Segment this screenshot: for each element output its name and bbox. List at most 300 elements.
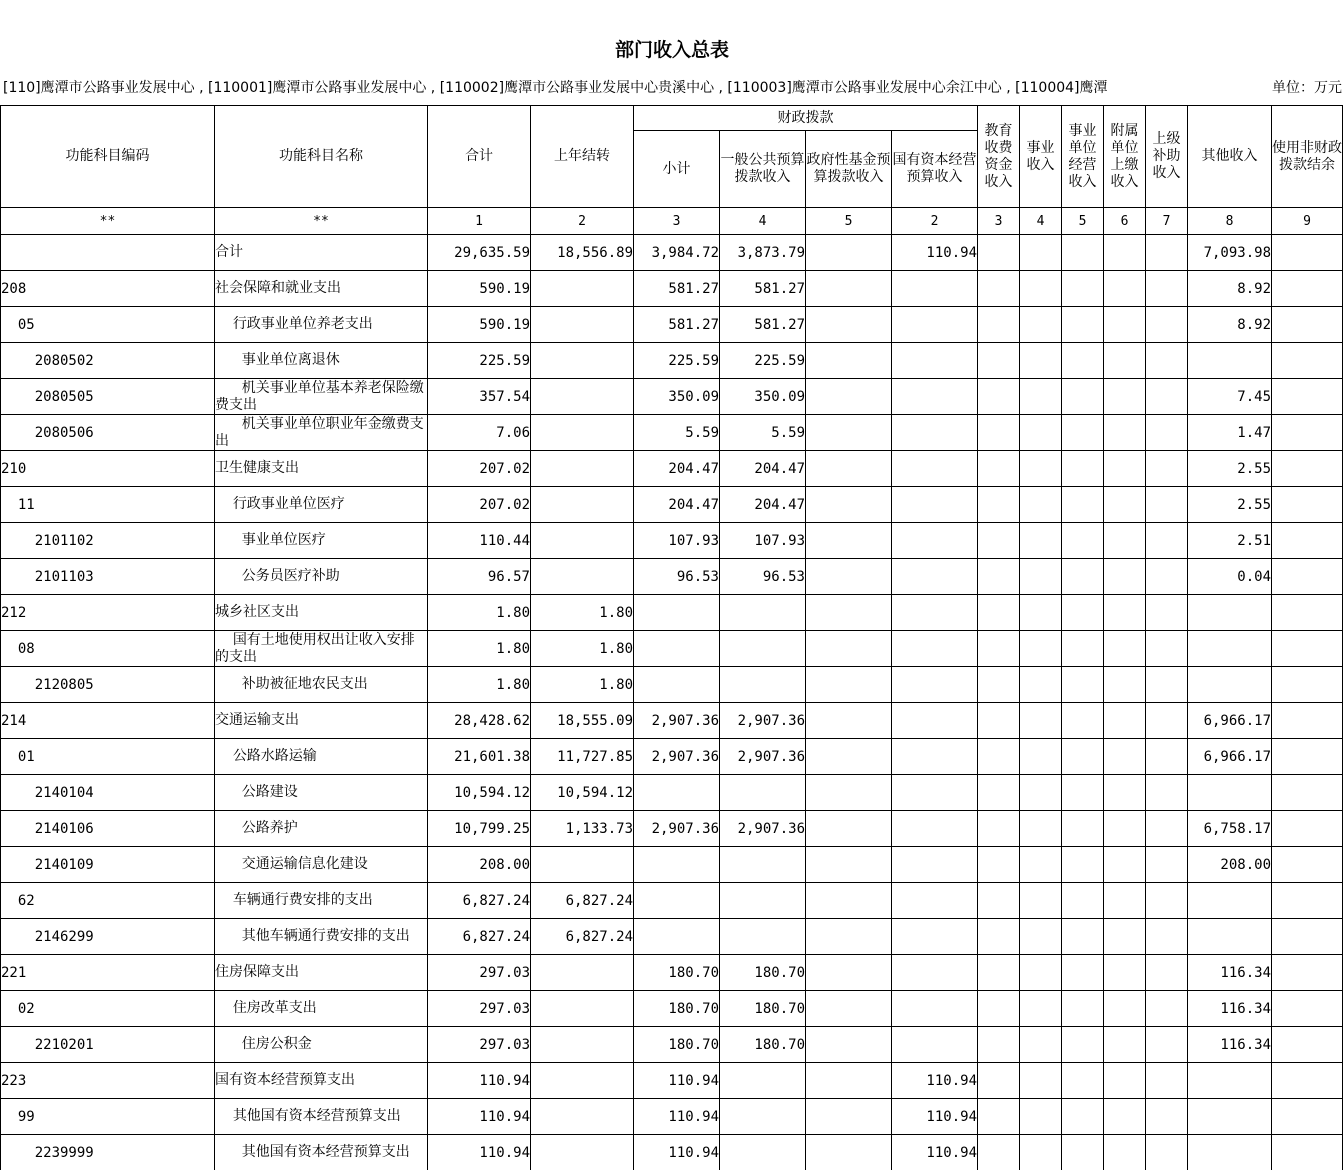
cell-edu <box>978 775 1020 811</box>
header-business: 事业收入 <box>1020 106 1062 208</box>
cell-subtotal: 110.94 <box>634 1063 720 1099</box>
cell-superior <box>1146 595 1188 631</box>
cell-code: 99 <box>1 1099 215 1135</box>
table-row <box>1 919 1343 955</box>
cell-business <box>1020 883 1062 919</box>
table-row <box>1 991 1343 1027</box>
cell-carryover: 10,594.12 <box>531 775 634 811</box>
cell-operating <box>1062 811 1104 847</box>
cell-nonfiscal <box>1272 847 1343 883</box>
cell-operating <box>1062 703 1104 739</box>
cell-superior <box>1146 235 1188 271</box>
cell-subtotal: 180.70 <box>634 955 720 991</box>
table-row <box>1 1027 1343 1063</box>
cell-nonfiscal <box>1272 991 1343 1027</box>
table-row <box>1 955 1343 991</box>
cell-code: 2080505 <box>1 379 215 415</box>
cell-capital <box>892 595 978 631</box>
cell-edu <box>978 631 1020 667</box>
cell-total: 10,594.12 <box>428 775 531 811</box>
cell-fund <box>806 1027 892 1063</box>
cell-capital: 110.94 <box>892 235 978 271</box>
income-summary-table <box>0 105 1343 1170</box>
cell-capital <box>892 451 978 487</box>
cell-capital <box>892 523 978 559</box>
cell-subtotal <box>634 595 720 631</box>
cell-other: 116.34 <box>1188 991 1272 1027</box>
cell-carryover <box>531 559 634 595</box>
cell-carryover: 18,555.09 <box>531 703 634 739</box>
cell-carryover <box>531 1027 634 1063</box>
header-affiliated: 附属单位上缴收入 <box>1104 106 1146 208</box>
cell-nonfiscal <box>1272 775 1343 811</box>
cell-carryover <box>531 1135 634 1170</box>
cell-total: 96.57 <box>428 559 531 595</box>
cell-subtotal: 581.27 <box>634 271 720 307</box>
table-row <box>1 739 1343 775</box>
cell-business <box>1020 271 1062 307</box>
cell-carryover <box>531 415 634 451</box>
page-title: 部门收入总表 <box>614 39 729 61</box>
cell-fund <box>806 1099 892 1135</box>
cell-general: 5.59 <box>720 415 806 451</box>
department-list: [110]鹰潭市公路事业发展中心 , [110001]鹰潭市公路事业发展中心 , [110002]鹰潭市公路事业发展中心贵溪中心 , [110003]鹰潭市公路事业发展中心余江中心 , [110004]鹰潭 <box>3 80 1108 96</box>
cell-carryover: 1.80 <box>531 667 634 703</box>
cell-code: 2210201 <box>1 1027 215 1063</box>
cell-subtotal: 204.47 <box>634 451 720 487</box>
cell-code: 2101103 <box>1 559 215 595</box>
cell-total: 7.06 <box>428 415 531 451</box>
cell-other <box>1188 1099 1272 1135</box>
cell-subtotal: 180.70 <box>634 1027 720 1063</box>
header-general-budget: 一般公共预算拨款收入 <box>720 131 806 208</box>
cell-subtotal: 2,907.36 <box>634 739 720 775</box>
cell-nonfiscal <box>1272 271 1343 307</box>
cell-superior <box>1146 919 1188 955</box>
cell-edu <box>978 487 1020 523</box>
cell-code: 212 <box>1 595 215 631</box>
cell-code: 210 <box>1 451 215 487</box>
cell-general <box>720 1099 806 1135</box>
cell-business <box>1020 559 1062 595</box>
cell-carryover: 18,556.89 <box>531 235 634 271</box>
cell-name: 国有土地使用权出让收入安排的支出 <box>215 631 428 667</box>
cell-business <box>1020 631 1062 667</box>
index-cell: 5 <box>1062 208 1104 235</box>
cell-affiliated <box>1104 1063 1146 1099</box>
cell-name: 其他国有资本经营预算支出 <box>215 1135 428 1170</box>
cell-operating <box>1062 631 1104 667</box>
cell-name: 社会保障和就业支出 <box>215 271 428 307</box>
cell-affiliated <box>1104 343 1146 379</box>
cell-name: 行政事业单位养老支出 <box>215 307 428 343</box>
index-cell: 3 <box>634 208 720 235</box>
cell-edu <box>978 451 1020 487</box>
cell-edu <box>978 919 1020 955</box>
cell-name: 公路建设 <box>215 775 428 811</box>
cell-carryover <box>531 487 634 523</box>
cell-name: 住房公积金 <box>215 1027 428 1063</box>
cell-superior <box>1146 523 1188 559</box>
cell-total: 297.03 <box>428 1027 531 1063</box>
cell-fund <box>806 667 892 703</box>
table-row <box>1 307 1343 343</box>
cell-affiliated <box>1104 271 1146 307</box>
cell-carryover: 1.80 <box>531 631 634 667</box>
cell-business <box>1020 595 1062 631</box>
cell-operating <box>1062 559 1104 595</box>
cell-fund <box>806 235 892 271</box>
cell-operating <box>1062 1063 1104 1099</box>
cell-other: 0.04 <box>1188 559 1272 595</box>
cell-superior <box>1146 991 1188 1027</box>
table-body <box>1 235 1343 1170</box>
cell-general: 180.70 <box>720 1027 806 1063</box>
cell-total: 207.02 <box>428 451 531 487</box>
cell-general: 581.27 <box>720 271 806 307</box>
cell-superior <box>1146 1135 1188 1170</box>
cell-capital <box>892 919 978 955</box>
cell-edu <box>978 991 1020 1027</box>
cell-other <box>1188 1063 1272 1099</box>
cell-superior <box>1146 883 1188 919</box>
cell-general: 225.59 <box>720 343 806 379</box>
cell-total: 1.80 <box>428 595 531 631</box>
cell-edu <box>978 523 1020 559</box>
cell-fund <box>806 1063 892 1099</box>
cell-name: 公路水路运输 <box>215 739 428 775</box>
cell-edu <box>978 955 1020 991</box>
cell-total: 357.54 <box>428 379 531 415</box>
cell-affiliated <box>1104 307 1146 343</box>
cell-affiliated <box>1104 451 1146 487</box>
cell-carryover <box>531 955 634 991</box>
cell-total: 21,601.38 <box>428 739 531 775</box>
cell-other: 2.55 <box>1188 487 1272 523</box>
index-cell: 4 <box>1020 208 1062 235</box>
cell-capital <box>892 307 978 343</box>
cell-other: 2.55 <box>1188 451 1272 487</box>
cell-other: 6,966.17 <box>1188 739 1272 775</box>
cell-capital: 110.94 <box>892 1099 978 1135</box>
index-cell: 7 <box>1146 208 1188 235</box>
cell-operating <box>1062 775 1104 811</box>
cell-affiliated <box>1104 1027 1146 1063</box>
cell-code: 2146299 <box>1 919 215 955</box>
cell-carryover <box>531 523 634 559</box>
cell-name: 城乡社区支出 <box>215 595 428 631</box>
cell-nonfiscal <box>1272 955 1343 991</box>
cell-nonfiscal <box>1272 631 1343 667</box>
cell-name: 机关事业单位基本养老保险缴费支出 <box>215 379 428 415</box>
cell-total: 10,799.25 <box>428 811 531 847</box>
cell-affiliated <box>1104 1135 1146 1170</box>
cell-operating <box>1062 847 1104 883</box>
cell-business <box>1020 703 1062 739</box>
cell-subtotal <box>634 667 720 703</box>
cell-other <box>1188 631 1272 667</box>
cell-nonfiscal <box>1272 919 1343 955</box>
cell-operating <box>1062 415 1104 451</box>
cell-affiliated <box>1104 847 1146 883</box>
cell-nonfiscal <box>1272 451 1343 487</box>
cell-capital: 110.94 <box>892 1063 978 1099</box>
header-total: 合计 <box>428 106 531 208</box>
cell-fund <box>806 343 892 379</box>
cell-affiliated <box>1104 739 1146 775</box>
cell-affiliated <box>1104 415 1146 451</box>
cell-edu <box>978 271 1020 307</box>
cell-carryover <box>531 991 634 1027</box>
cell-code: 223 <box>1 1063 215 1099</box>
header-fiscal-group: 财政拨款 <box>634 106 978 131</box>
table-row <box>1 235 1343 271</box>
cell-other: 116.34 <box>1188 1027 1272 1063</box>
cell-edu <box>978 847 1020 883</box>
cell-operating <box>1062 991 1104 1027</box>
cell-operating <box>1062 667 1104 703</box>
cell-operating <box>1062 1099 1104 1135</box>
cell-business <box>1020 235 1062 271</box>
cell-total: 6,827.24 <box>428 919 531 955</box>
cell-operating <box>1062 487 1104 523</box>
table-row <box>1 271 1343 307</box>
unit-label: 单位：万元 <box>1268 76 1342 100</box>
cell-nonfiscal <box>1272 235 1343 271</box>
cell-edu <box>978 415 1020 451</box>
header-nonfiscal: 使用非财政拨款结余 <box>1272 106 1343 208</box>
cell-superior <box>1146 343 1188 379</box>
cell-general: 350.09 <box>720 379 806 415</box>
cell-capital <box>892 343 978 379</box>
cell-business <box>1020 775 1062 811</box>
cell-subtotal: 2,907.36 <box>634 811 720 847</box>
cell-nonfiscal <box>1272 739 1343 775</box>
cell-edu <box>978 307 1020 343</box>
cell-fund <box>806 775 892 811</box>
index-cell: ** <box>215 208 428 235</box>
cell-general <box>720 631 806 667</box>
header-superior: 上级补助收入 <box>1146 106 1188 208</box>
cell-edu <box>978 1063 1020 1099</box>
cell-subtotal: 3,984.72 <box>634 235 720 271</box>
cell-edu <box>978 667 1020 703</box>
cell-business <box>1020 991 1062 1027</box>
cell-fund <box>806 883 892 919</box>
cell-nonfiscal <box>1272 703 1343 739</box>
cell-capital <box>892 631 978 667</box>
cell-code: 08 <box>1 631 215 667</box>
cell-name: 交通运输信息化建设 <box>215 847 428 883</box>
cell-name: 补助被征地农民支出 <box>215 667 428 703</box>
cell-subtotal: 107.93 <box>634 523 720 559</box>
cell-total: 590.19 <box>428 271 531 307</box>
table-row <box>1 523 1343 559</box>
cell-general: 2,907.36 <box>720 811 806 847</box>
cell-carryover <box>531 451 634 487</box>
cell-fund <box>806 703 892 739</box>
cell-edu <box>978 1135 1020 1170</box>
cell-business <box>1020 1063 1062 1099</box>
cell-operating <box>1062 523 1104 559</box>
table-row <box>1 1099 1343 1135</box>
cell-general: 581.27 <box>720 307 806 343</box>
cell-subtotal <box>634 919 720 955</box>
cell-nonfiscal <box>1272 1027 1343 1063</box>
cell-subtotal: 204.47 <box>634 487 720 523</box>
cell-name: 住房保障支出 <box>215 955 428 991</box>
cell-superior <box>1146 955 1188 991</box>
cell-general <box>720 883 806 919</box>
cell-edu <box>978 595 1020 631</box>
cell-code: 05 <box>1 307 215 343</box>
index-cell: 2 <box>892 208 978 235</box>
cell-name: 机关事业单位职业年金缴费支出 <box>215 415 428 451</box>
cell-total: 110.94 <box>428 1135 531 1170</box>
cell-fund <box>806 307 892 343</box>
cell-superior <box>1146 1099 1188 1135</box>
cell-code: 208 <box>1 271 215 307</box>
cell-superior <box>1146 631 1188 667</box>
cell-total: 208.00 <box>428 847 531 883</box>
cell-other: 7,093.98 <box>1188 235 1272 271</box>
cell-fund <box>806 451 892 487</box>
table-row <box>1 775 1343 811</box>
cell-other <box>1188 667 1272 703</box>
cell-affiliated <box>1104 667 1146 703</box>
cell-code: 2239999 <box>1 1135 215 1170</box>
cell-general <box>720 847 806 883</box>
table-row <box>1 487 1343 523</box>
cell-capital <box>892 415 978 451</box>
cell-nonfiscal <box>1272 811 1343 847</box>
cell-business <box>1020 1135 1062 1170</box>
header-code: 功能科目编码 <box>1 106 215 208</box>
cell-general <box>720 919 806 955</box>
cell-affiliated <box>1104 991 1146 1027</box>
cell-superior <box>1146 703 1188 739</box>
cell-general: 204.47 <box>720 487 806 523</box>
cell-subtotal <box>634 775 720 811</box>
cell-capital <box>892 271 978 307</box>
cell-capital <box>892 379 978 415</box>
cell-subtotal: 225.59 <box>634 343 720 379</box>
index-cell: 2 <box>531 208 634 235</box>
column-index-row <box>1 208 1343 235</box>
cell-nonfiscal <box>1272 667 1343 703</box>
cell-operating <box>1062 955 1104 991</box>
header-name: 功能科目名称 <box>215 106 428 208</box>
table-row <box>1 343 1343 379</box>
cell-general: 96.53 <box>720 559 806 595</box>
cell-carryover: 1.80 <box>531 595 634 631</box>
cell-nonfiscal <box>1272 487 1343 523</box>
cell-fund <box>806 631 892 667</box>
cell-total: 6,827.24 <box>428 883 531 919</box>
cell-nonfiscal <box>1272 1135 1343 1170</box>
cell-business <box>1020 667 1062 703</box>
cell-fund <box>806 559 892 595</box>
cell-affiliated <box>1104 883 1146 919</box>
cell-code <box>1 235 215 271</box>
cell-edu <box>978 379 1020 415</box>
cell-subtotal <box>634 883 720 919</box>
cell-other <box>1188 883 1272 919</box>
cell-operating <box>1062 883 1104 919</box>
cell-total: 207.02 <box>428 487 531 523</box>
index-cell: ** <box>1 208 215 235</box>
cell-general <box>720 595 806 631</box>
table-row <box>1 667 1343 703</box>
cell-business <box>1020 811 1062 847</box>
cell-fund <box>806 991 892 1027</box>
table-row <box>1 451 1343 487</box>
cell-other: 1.47 <box>1188 415 1272 451</box>
cell-code: 221 <box>1 955 215 991</box>
cell-superior <box>1146 271 1188 307</box>
cell-name: 公务员医疗补助 <box>215 559 428 595</box>
header-fiscal-subtotal: 小计 <box>634 131 720 208</box>
cell-affiliated <box>1104 811 1146 847</box>
cell-superior <box>1146 1027 1188 1063</box>
cell-total: 110.44 <box>428 523 531 559</box>
cell-affiliated <box>1104 595 1146 631</box>
cell-total: 297.03 <box>428 955 531 991</box>
cell-fund <box>806 487 892 523</box>
cell-capital <box>892 847 978 883</box>
cell-carryover: 1,133.73 <box>531 811 634 847</box>
cell-subtotal: 96.53 <box>634 559 720 595</box>
cell-other: 116.34 <box>1188 955 1272 991</box>
cell-other <box>1188 1135 1272 1170</box>
cell-operating <box>1062 1027 1104 1063</box>
table-row <box>1 631 1343 667</box>
cell-fund <box>806 271 892 307</box>
cell-affiliated <box>1104 631 1146 667</box>
cell-code: 2101102 <box>1 523 215 559</box>
cell-affiliated <box>1104 559 1146 595</box>
cell-superior <box>1146 487 1188 523</box>
cell-operating <box>1062 307 1104 343</box>
cell-operating <box>1062 595 1104 631</box>
cell-general: 2,907.36 <box>720 703 806 739</box>
cell-nonfiscal <box>1272 1063 1343 1099</box>
cell-carryover <box>531 271 634 307</box>
cell-other <box>1188 343 1272 379</box>
cell-other <box>1188 595 1272 631</box>
cell-total: 590.19 <box>428 307 531 343</box>
cell-business <box>1020 919 1062 955</box>
table-row <box>1 379 1343 415</box>
cell-edu <box>978 811 1020 847</box>
cell-capital <box>892 883 978 919</box>
cell-name: 其他国有资本经营预算支出 <box>215 1099 428 1135</box>
header-edu-fee: 教育收费资金收入 <box>978 106 1020 208</box>
cell-affiliated <box>1104 919 1146 955</box>
cell-fund <box>806 811 892 847</box>
cell-code: 62 <box>1 883 215 919</box>
cell-carryover: 6,827.24 <box>531 919 634 955</box>
cell-capital: 110.94 <box>892 1135 978 1170</box>
table-row <box>1 595 1343 631</box>
cell-subtotal <box>634 847 720 883</box>
index-cell: 9 <box>1272 208 1343 235</box>
cell-subtotal: 350.09 <box>634 379 720 415</box>
cell-general: 180.70 <box>720 955 806 991</box>
cell-capital <box>892 1027 978 1063</box>
cell-nonfiscal <box>1272 523 1343 559</box>
cell-business <box>1020 523 1062 559</box>
